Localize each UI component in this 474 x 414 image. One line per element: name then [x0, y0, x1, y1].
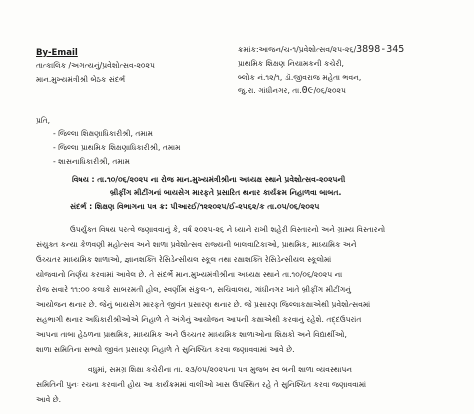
- office-city-date: [238, 86, 346, 96]
- body-line: આયોજન થનાર છે. જેનું બાયસેગ મારફતે જીવંત પ્રસારણ થનાર છે. જે પ્રસારણ જિલ્લાકક્ષાએથી પ્રવેશોત્સવમાં: [36, 300, 371, 309]
- date-handwritten: 0૯: [301, 85, 314, 96]
- recipient-item: - જિલ્લા પ્રાથમિક શિક્ષણાધિકારીશ્રી, તમામ: [53, 143, 181, 152]
- reference-number: [238, 45, 404, 55]
- body-line: આપના તાબા હેઠળના પ્રાથમિક, માધ્યમિક અને ઉચ્ચતર માધ્યમિક શાળાઓના શિક્ષકો અને વિદ્યાર્થીઓ,: [36, 330, 347, 339]
- reference-line: સંદર્ભ : શિક્ષણ વિભાગના પત્ર ક્ર: પીઆરઈ/૧૨૨૦૨૫/ઈ-૨૫૬૨/ક તા.૦૫/૦૬/૨૦૨૫: [70, 202, 320, 211]
- recipient-item: - જિલ્લા શિક્ષણાધિકારીશ્રી, તમામ: [53, 129, 153, 138]
- date-suffix: /૦૬/૨૦૨૫: [313, 86, 346, 95]
- cm-meeting-label: માન.મુખ્યમંત્રીશ્રી બેઠક સંદર્ભ: [36, 75, 126, 84]
- office-name: પ્રાથમિક શિક્ષણ નિયામકની કચેરી,: [238, 59, 344, 68]
- body-line: યોજવાનો નિર્ણય કરવામાં આવેલ છે. તે સંદર્ભે માન.મુખ્યમંત્રીશ્રીના અધ્યક્ષ સ્થાને તા.૧૦/૦૬/૨૦૨૫ ના: [36, 270, 343, 279]
- body-line: સંયુક્ત કન્યા કેળવણી મહોત્સવ અને શાળા પ્રવેશોત્સવ રાજ્યની બાલવાટિકાઓ, પ્રાથમિક, માધ્યમિક અને: [36, 240, 357, 249]
- urgent-label: તાત્કાલિક /અગત્યનું/પ્રવેશોત્સવ-૨૦૨૫: [36, 61, 155, 70]
- recipient-item: - શાસનાધિકારીશ્રી, તમામ: [53, 157, 130, 166]
- prati-label: પ્રતિ,: [36, 116, 51, 125]
- subject-line-2: બ્રીફીંગ મીટીંગનાં બાયસેગ મારફતે પ્રસારિત થનાર કાર્યક્રમ નિહાળવા બાબત.: [110, 188, 342, 197]
- office-block: બ્લોક નં.૧૨/૧, ડૉ.જીવરાજ મહેતા ભવન,: [238, 73, 362, 82]
- body-line: ઉચ્ચતર માધ્યમિક શાળાઓ, જ્ઞાનશક્તિ રેસિડેન્સીયલ સ્કૂલ તથા રક્ષાશક્તિ રેસિડેન્સીયલ સ્કૂલોમાં: [36, 255, 332, 264]
- by-email-label: By-Email: [36, 48, 78, 58]
- reference-handwritten: 3898-345: [356, 44, 405, 55]
- body-line: આવે છે.: [36, 395, 62, 404]
- city-prefix: જુ.રા. ગાંધીનગર, તા.: [238, 86, 302, 95]
- body-line: રોજ સવારે ૧૧:૦૦ કલાકે સાબરમતી હોલ, સ્વર્ણીમ સંકુલ-૧, સચિવાલય, ગાંધીનગર ખાતે બ્રીફીંગ મીટીંગનું: [36, 285, 351, 294]
- subject-line-1: વિષય : તા.૧૦/૦૬/૨૦૨૫ ના રોજ માન.મુખ્યમંત્રીશ્રીના અધ્યક્ષ સ્થાને પ્રવેશોત્સવ-૨૦૨૫ની: [72, 175, 346, 184]
- body-line: ઉપર્યુક્ત વિષય પરત્વે જણાવવાનું કે, વર્ષ ૨૦૨૫-૨૬ ને ધ્યાને રાખી શહેરી વિસ્તારનો અને ગ્રામ્ય વિસ્તારનો: [70, 225, 386, 234]
- body-line: શાળા સમિતિના સભ્યો જીવંત પ્રસારણ નિહાળે તે સુનિશ્ચિત કરવા જણાવવામાં આવે છે.: [36, 345, 295, 354]
- reference-prefix: ક્રમાંક:આજન/ચ-૧/પ્રવેશોત્સવ/૨૫-૨૬/: [238, 45, 357, 54]
- body-line: સહભાગી થનાર અધિકારીશ્રીઓએ નિહાળે તે અંગેનું આયોજન આપની કક્ષાએથી કરવાનું રહેશે. તદ્દઉપરાંત: [36, 315, 362, 324]
- body-line: વધુમાં, સમગ્ર શિક્ષા કચેરીના તા. ૨૩/૦૫/૨૦૨૫ના પત્ર મુજબ સ્વ બની શાળા વ્યવસ્થાપન: [88, 365, 353, 374]
- body-line: સમિતિની પુનઃ રચના કરવાની હોય આ કાર્યક્રમમાં વાલીઓ ખાસ ઉપસ્થિત રહે તે સુનિશ્ચિત કરવા જણાવવામાં: [36, 380, 367, 389]
